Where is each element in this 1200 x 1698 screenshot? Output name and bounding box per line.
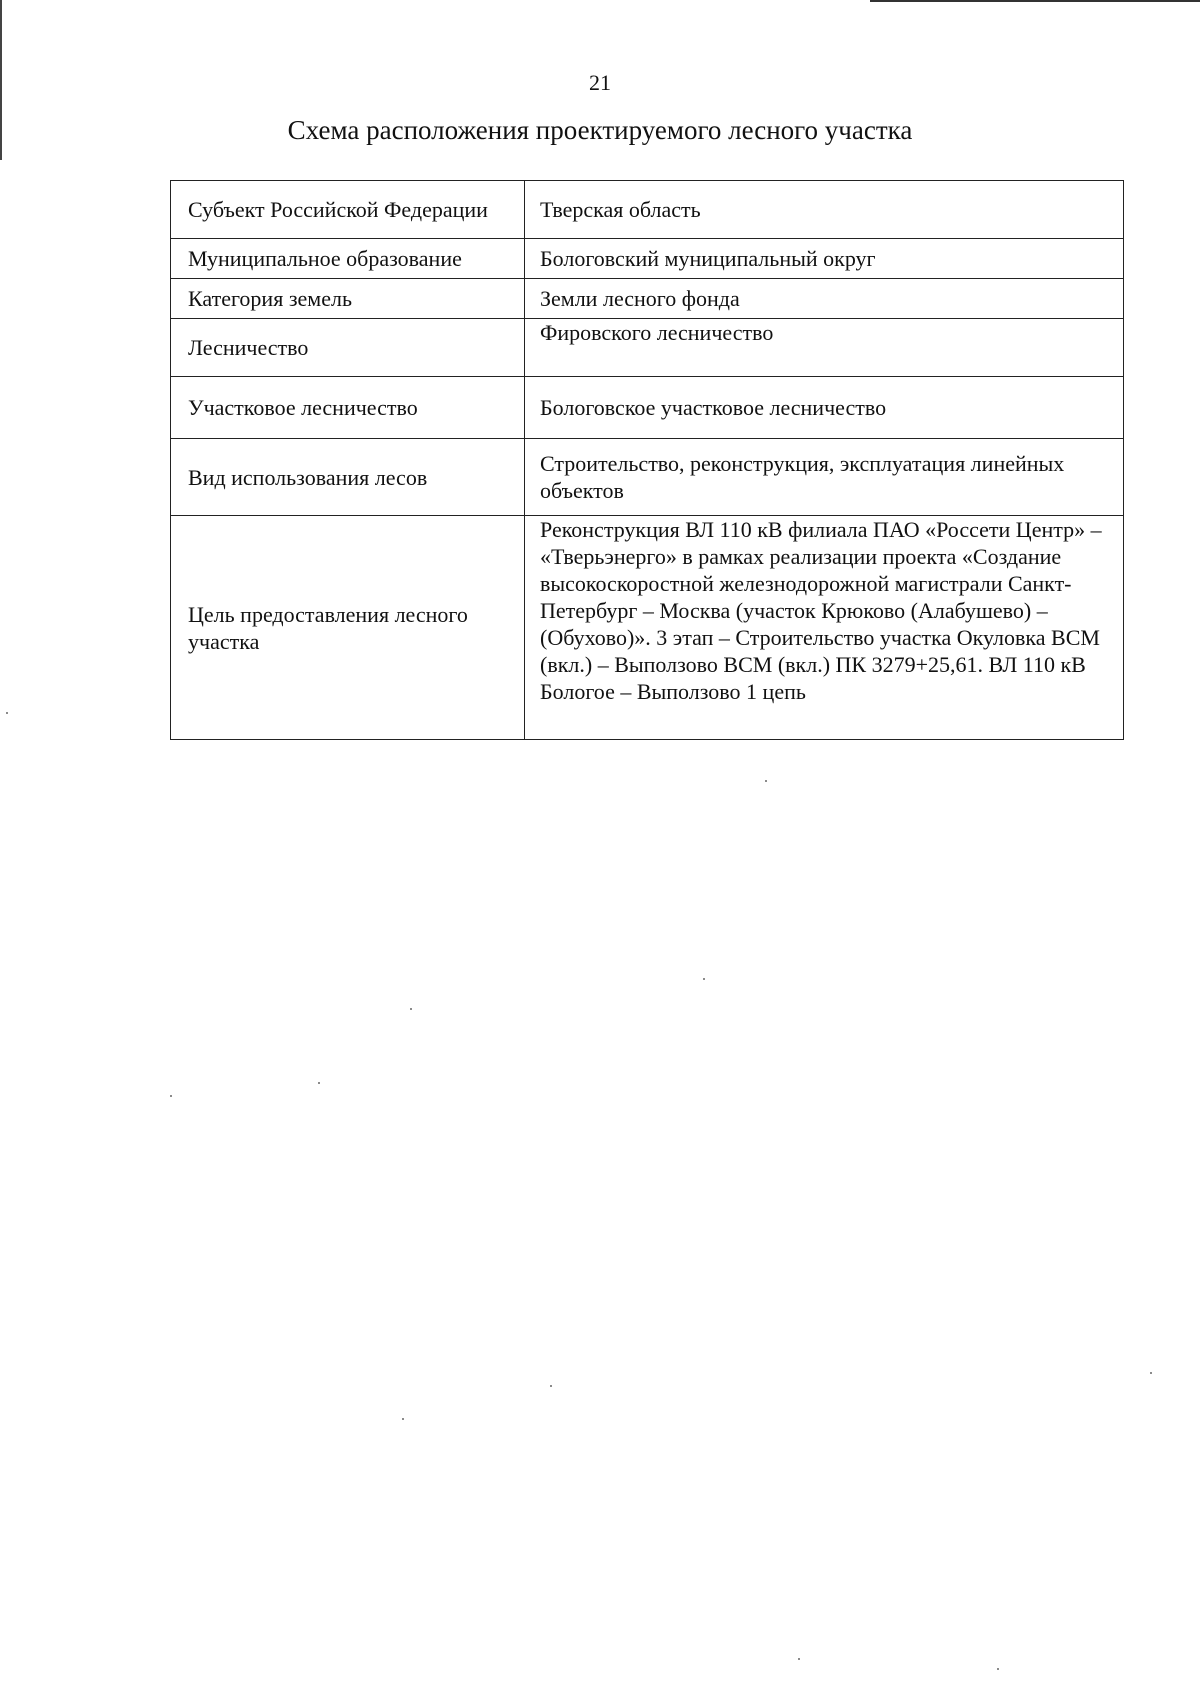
scan-speck (402, 1418, 404, 1420)
row-value: Строительство, реконструкция, эксплуатация линейных объектов (525, 439, 1124, 516)
row-value: Тверская область (525, 181, 1124, 239)
scan-speck (703, 978, 705, 980)
row-value: Бологовский муниципальный округ (525, 239, 1124, 279)
scan-speck (318, 1082, 320, 1084)
row-label: Цель предоставления лесного участка (171, 516, 525, 740)
row-value: Земли лесного фонда (525, 279, 1124, 319)
page-number (0, 70, 1200, 96)
row-label: Субъект Российской Федерации (171, 181, 525, 239)
table-row (171, 279, 1124, 319)
scan-edge-top (870, 0, 1200, 2)
table-row (171, 377, 1124, 439)
scan-speck (410, 1008, 412, 1010)
scan-speck (997, 1668, 999, 1670)
land-plot-info-table (170, 180, 1124, 740)
page-title (0, 115, 1200, 146)
scan-speck (6, 712, 8, 714)
row-label: Лесничество (171, 319, 525, 377)
row-value: Бологовское участковое лесничество (525, 377, 1124, 439)
row-value: Фировского лесничество (525, 319, 1124, 377)
row-label: Категория земель (171, 279, 525, 319)
table-row (171, 439, 1124, 516)
scan-speck (798, 1658, 800, 1660)
table-row (171, 516, 1124, 740)
row-value: Реконструкция ВЛ 110 кВ филиала ПАО «Россети Центр» – «Тверьэнерго» в рамках реализации проекта «Создание высокоскоростной железнодорожной магистрали Санкт-Петербург – Москва (участок Крюково (Алабушево) – (Обухово)». 3 этап – Строительство участка Окуловка ВСМ (вкл.) – Выползово ВСМ (вкл.) ПК 3279+25,61. ВЛ 110 кВ Бологое – Выползово 1 цепь (525, 516, 1124, 740)
page-number-text: 21 (589, 70, 611, 95)
scan-speck (1150, 1372, 1152, 1374)
table-row (171, 239, 1124, 279)
table-row (171, 181, 1124, 239)
row-label: Муниципальное образование (171, 239, 525, 279)
table-row (171, 319, 1124, 377)
row-label: Вид использования лесов (171, 439, 525, 516)
scan-speck (550, 1385, 552, 1387)
row-label: Участковое лесничество (171, 377, 525, 439)
scan-speck (765, 780, 767, 782)
page-title-text: Схема расположения проектируемого лесного участка (287, 115, 913, 145)
scan-speck (170, 1095, 172, 1097)
